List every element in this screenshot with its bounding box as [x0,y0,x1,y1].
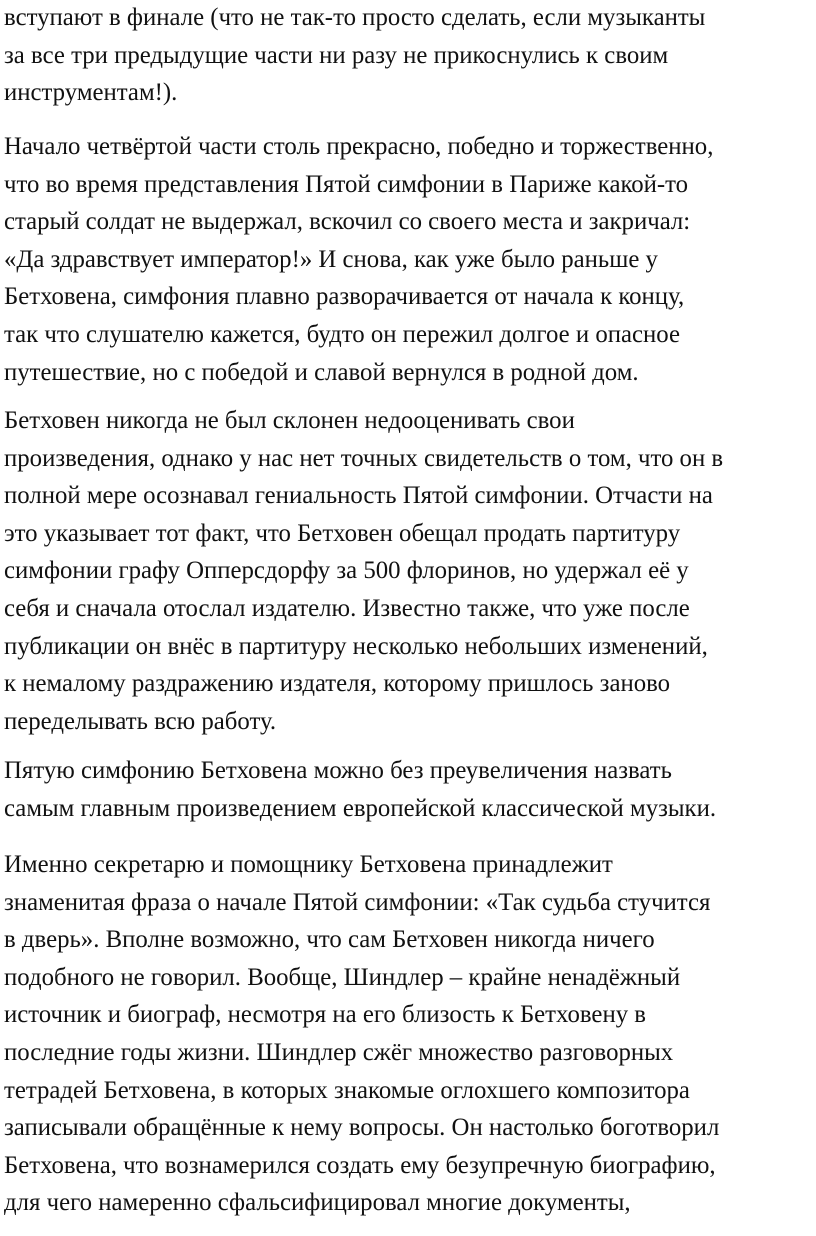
text-line: Бетховен никогда не был склонен недооценивать свои [4,407,575,434]
text-line: за все три предыдущие части ни разу не прикоснулись к своим [4,41,669,69]
text-line: тетрадей Бетховена, в которых знакомые оглохшего композитора [4,1076,690,1104]
text-line: в дверь». Вполне возможно, что сам Бетховен никогда ничего [4,926,655,954]
text-line: переделывать всю работу. [4,707,277,735]
text-line: себя и сначала отослал издателю. Известно также, что уже после [4,594,690,622]
text-line: «Да здравствует император!» И снова, как уже было раньше у [4,245,658,273]
paragraph-5 [4,846,719,1222]
text-line: записывали обращённые к нему вопросы. Он настолько боготворил [4,1114,720,1142]
paragraph-2 [4,128,713,391]
text-line: инструментам!). [4,79,178,107]
text-line: источник и биограф, несмотря на его близость к Бетховену в [4,1001,647,1029]
text-line: Пятую симфонию Бетховена можно без преувеличения назвать [4,757,672,784]
text-line: Бетховена, симфония плавно разворачивается от начала к концу, [4,283,685,311]
text-line: для чего намеренно сфальсифицировал многие документы, [4,1189,631,1217]
text-line: публикации он внёс в партитуру несколько небольших изменений, [4,632,708,660]
text-line: Бетховена, что вознамерился создать ему безупречную биографию, [4,1151,716,1179]
text-line: это указывает тот факт, что Бетховен обещал продать партитуру [4,519,681,547]
text-line: знаменитая фраза о начале Пятой симфонии: «Так судьба стучится [4,888,711,916]
text-line: произведения, однако у нас нет точных свидетельств о том, что он в [4,444,724,472]
paragraph-4 [4,752,716,827]
text-line: последние годы жизни. Шиндлер сжёг множество разговорных [4,1038,674,1066]
text-line: путешествие, но с победой и славой вернулся в родной дом. [4,358,639,386]
text-line: симфонии графу Опперсдорфу за 500 флоринов, но удержал её у [4,557,689,585]
text-line: Именно секретарю и помощнику Бетховена принадлежит [4,851,613,878]
paragraph-3 [4,402,723,740]
paragraph-1 [4,0,705,112]
text-line: Начало четвёртой части столь прекрасно, победно и торжественно, [4,133,714,160]
text-line: что во время представления Пятой симфонии в Париже какой-то [4,170,689,198]
text-line: к немалому раздражению издателя, которому пришлось заново [4,670,671,698]
text-line: старый солдат не выдержал, вскочил со своего места и закричал: [4,208,691,236]
text-line: полной мере осознавал гениальность Пятой симфонии. Отчасти на [4,482,713,510]
text-line: подобного не говорил. Вообще, Шиндлер – крайне ненадёжный [4,963,681,991]
text-line: самым главным произведением европейской классической музыки. [4,794,717,822]
text-line: так что слушателю кажется, будто он пережил долгое и опасное [4,320,680,348]
text-line: вступают в финале (что не так-то просто сделать, если музыканты [4,4,706,31]
